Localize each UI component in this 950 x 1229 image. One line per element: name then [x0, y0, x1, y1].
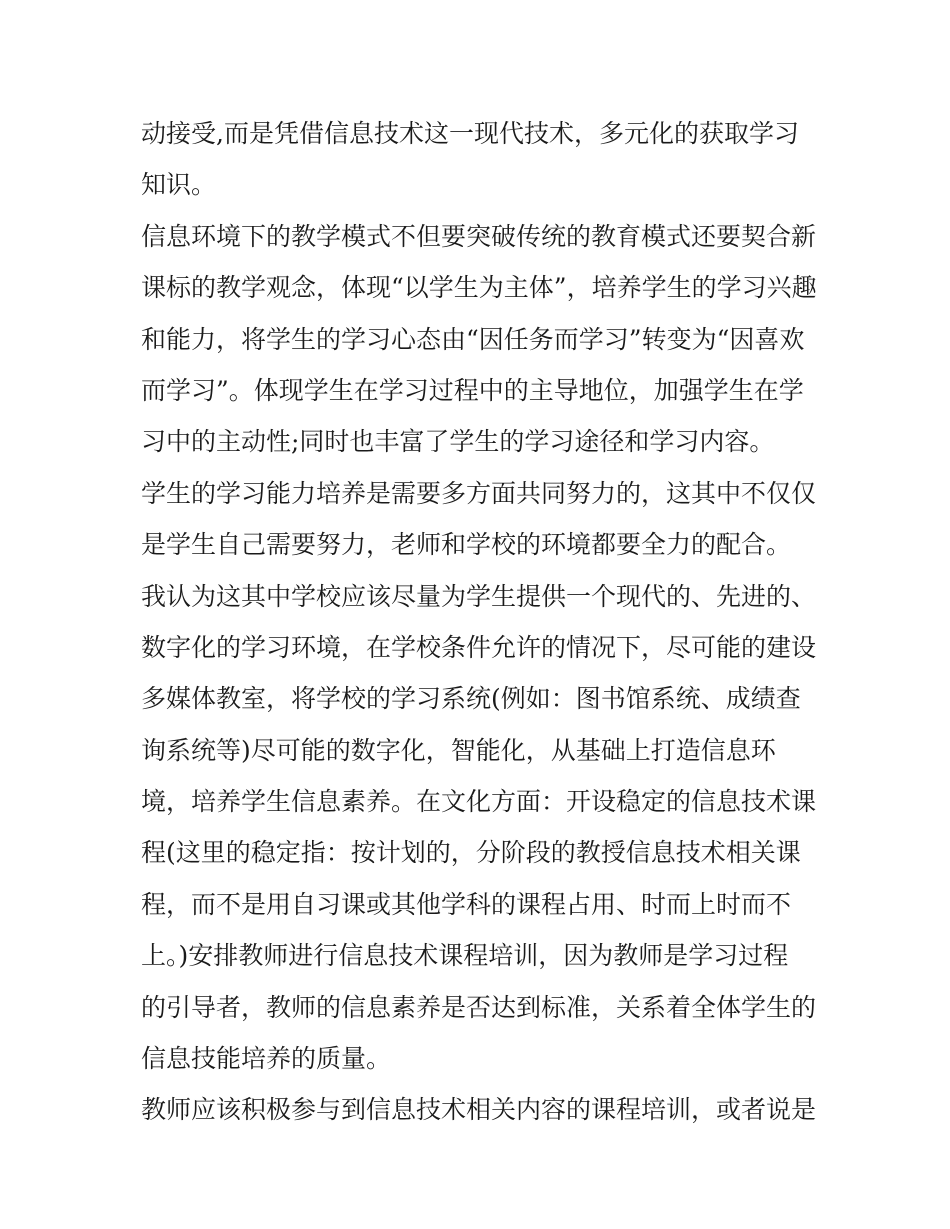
- text-line-14: 境，培养学生信息素养。在文化方面：开设稳定的信息技术课: [141, 787, 817, 817]
- text-line-20: 教师应该积极参与到信息技术相关内容的课程培训，或者说是: [141, 1095, 817, 1125]
- text-line-8: 学生的学习能力培养是需要多方面共同努力的，这其中不仅仅: [141, 478, 817, 508]
- text-line-12: 多媒体教室，将学校的学习系统(例如：图书馆系统、成绩查: [141, 684, 801, 714]
- text-line-17: 上。)安排教师进行信息技术课程培训，因为教师是学习过程: [141, 941, 789, 971]
- text-line-10: 我认为这其中学校应该尽量为学生提供一个现代的、先进的、: [141, 581, 817, 611]
- text-line-16: 程，而不是用自习课或其他学科的课程占用、时而上时而不: [141, 889, 792, 919]
- text-line-13: 询系统等)尽可能的数字化，智能化，从基础上打造信息环: [141, 735, 776, 765]
- text-line-19: 信息技能培养的质量。: [141, 1044, 392, 1074]
- text-line-4: 课标的教学观念，体现“以学生为主体”，培养学生的学习兴趣: [141, 273, 817, 303]
- text-line-3: 信息环境下的教学模式不但要突破传统的教育模式还要契合新: [141, 221, 817, 251]
- text-line-1: 动接受,而是凭借信息技术这一现代技术，多元化的获取学习: [141, 119, 799, 148]
- text-line-18: 的引导者，教师的信息素养是否达到标准，关系着全体学生的: [141, 992, 817, 1022]
- text-line-9: 是学生自己需要努力，老师和学校的环境都要全力的配合。: [141, 530, 792, 560]
- text-line-7: 习中的主动性;同时也丰富了学生的学习途径和学习内容。: [141, 427, 775, 457]
- document-body-text: [141, 108, 821, 1136]
- text-line-6: 而学习”。体现学生在学习过程中的主导地位，加强学生在学: [141, 375, 804, 405]
- text-line-2: 知识。: [141, 170, 217, 200]
- text-line-15: 程(这里的稳定指：按计划的，分阶段的教授信息技术相关课: [141, 838, 801, 868]
- text-line-5: 和能力，将学生的学习心态由“因任务而学习”转变为“因喜欢: [141, 324, 805, 354]
- text-line-11: 数字化的学习环境，在学校条件允许的情况下，尽可能的建设: [141, 632, 817, 662]
